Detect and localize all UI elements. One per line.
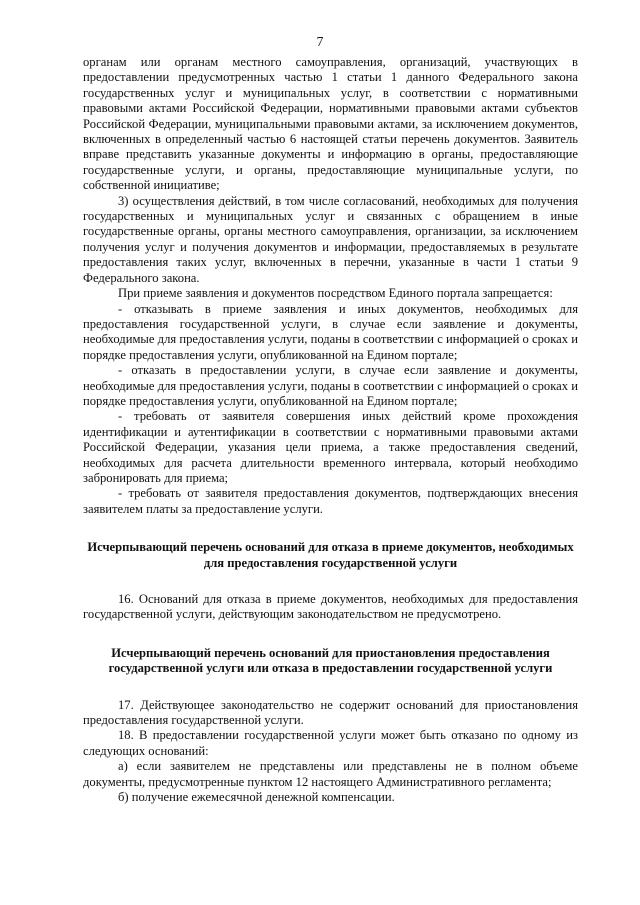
list-item-b: б) получение ежемесячной денежной компенсации. bbox=[118, 790, 395, 805]
section-heading-suspension-grounds: Исчерпывающий перечень оснований для приостановления предоставления государственной услуги или отказа в предоставлении государственной услуги bbox=[108, 645, 553, 676]
spacer bbox=[83, 517, 578, 540]
section-heading-refusal-grounds: Исчерпывающий перечень оснований для отказа в приеме документов, необходимых для предоставления государственной услуги bbox=[87, 540, 574, 570]
list-item-prohibition: - требовать от заявителя совершения иных действий кроме прохождения идентификации и аутентификации в соответствии с нормативными правовыми актами Российской Федерации, указания цели приема, а также предоставления сведений, необходимых для расчета длительности временного интервала, который необходимо забронировать для приема; bbox=[83, 409, 578, 485]
paragraph-portal-prohibitions: При приеме заявления и документов посредством Единого портала запрещается: bbox=[118, 286, 553, 301]
page-number: 7 bbox=[316, 34, 324, 49]
paragraph-17: 17. Действующее законодательство не содержит оснований для приостановления предоставления государственной услуги. bbox=[83, 697, 578, 728]
paragraph-18: 18. В предоставлении государственной услуги может быть отказано по одному из следующих оснований: bbox=[83, 728, 578, 758]
list-item-prohibition: - требовать от заявителя предоставления документов, подтверждающих внесения заявителем платы за предоставление услуги. bbox=[83, 486, 578, 516]
paragraph-continuation: органам или органам местного самоуправления, организаций, участвующих в предоставлении предусмотренных частью 1 статьи 1 данного Федерального закона государственных услуг и муниципальных услуг, в соответствии с нормативными правовыми актами Российской Федерации, нормативными правовыми актами субъектов Российской Федерации, муниципальными правовыми актами, за исключением документов, включенных в определенный частью 6 настоящей статьи перечень документов. Заявитель вправе представить указанные документы и информацию в органы, предоставляющие государственные услуги, и органы, предоставляющие муниципальные услуги, по собственной инициативе; bbox=[83, 55, 578, 193]
paragraph-16: 16. Оснований для отказа в приеме документов, необходимых для предоставления государственной услуги, действующим законодательством не предусмотрено. bbox=[83, 592, 578, 622]
list-item-a: а) если заявителем не представлены или представлены не в полном объеме документы, предусмотренные пунктом 12 настоящего Административного регламента; bbox=[83, 759, 578, 789]
spacer bbox=[83, 677, 578, 698]
list-item-prohibition: - отказать в предоставлении услуги, в случае если заявление и документы, необходимые для предоставления услуги, поданы в соответствии с информацией о сроках и порядке предоставления услуги, опубликованной на Едином портале; bbox=[83, 363, 578, 408]
paragraph-item-3: 3) осуществления действий, в том числе согласований, необходимых для получения государственных и муниципальных услуг и связанных с обращением в иные государственные органы, органы местного самоуправления, организации, за исключением получения услуг и получения документов и информации, предоставляемых в результате предоставления таких услуг, включенных в перечни, указанные в части 1 статьи 9 Федерального закона. bbox=[83, 193, 578, 285]
spacer bbox=[83, 623, 578, 646]
spacer bbox=[83, 571, 578, 592]
document-body bbox=[83, 55, 578, 805]
list-item-prohibition: - отказывать в приеме заявления и иных документов, необходимых для предоставления государственной услуги, в случае если заявление и документы, необходимые для предоставления услуги, поданы в соответствии с информацией о сроках и порядке предоставления услуги, опубликованной на Едином портале; bbox=[83, 301, 578, 362]
